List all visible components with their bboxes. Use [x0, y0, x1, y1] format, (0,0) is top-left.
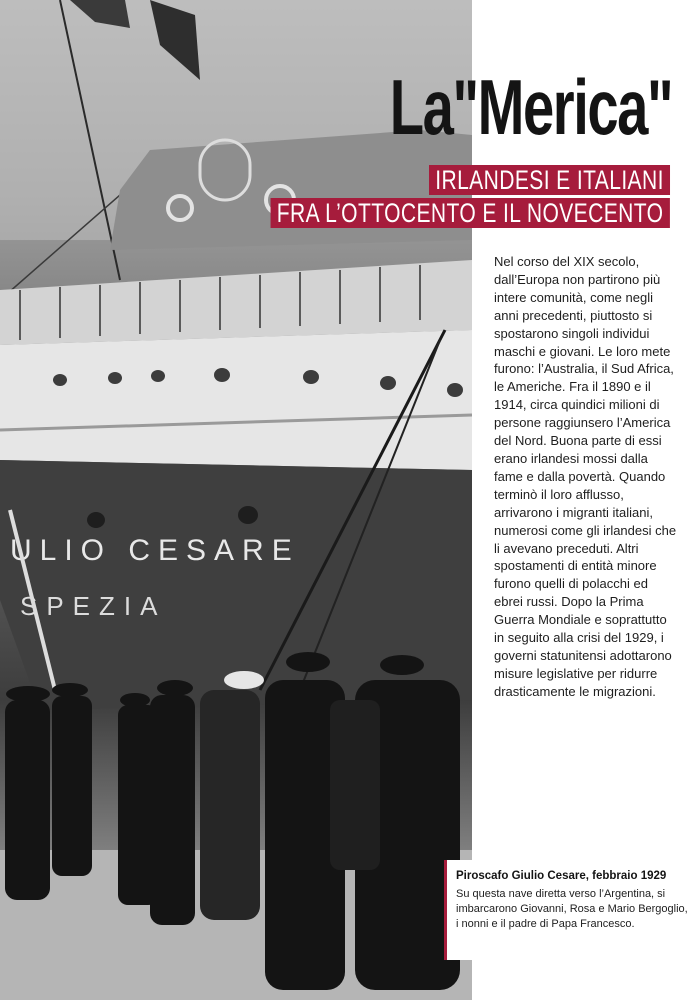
caption-text: Su questa nave diretta verso l’Argentina, si imbarcarono Giovanni, Rosa e Mario Bergoglio, i nonni e il padre di Papa Francesco.: [456, 888, 688, 930]
subtitle-line-2: FRA L’OTTOCENTO E IL NOVECENTO: [271, 198, 670, 228]
body-paragraph: Nel corso del XIX secolo, dall’Europa non partirono più intere comunità, come negli anni precedenti, piuttosto si spostarono singoli individui maschi e giovani. Le loro mete furono: l’Australia, il Sud Africa, le Americhe. Fra il 1890 e il 1914, circa quindici milioni di persone raggiunsero l’America del Nord. Buona parte di essi erano irlandesi mossi dalla fame e dalla povertà. Quando terminò il loro afflusso, arrivarono i migranti italiani, numerosi come gli irlandesi che li avevano preceduti. Altri spostamenti di entità minore furono quelli di polacchi ed ebrei russi. Dopo la Prima Guerra Mondiale e soprattutto in seguito alla crisi del 1929, i governi statunitensi adottarono misure legislative per ridurre drasticamente le migrazioni.: [494, 254, 677, 699]
hull-lettering-name: ULIO CESARE: [10, 534, 300, 567]
hull-lettering-port: SPEZIA: [20, 591, 167, 621]
page-title: La"Merica": [389, 63, 672, 151]
caption-accent-bar: [444, 860, 447, 960]
subtitle-line-1: IRLANDESI E ITALIANI: [429, 165, 670, 195]
caption-title: Piroscafo Giulio Cesare, febbraio 1929: [456, 870, 667, 882]
photo-caption: [444, 860, 694, 960]
body-text-block: [494, 253, 679, 701]
